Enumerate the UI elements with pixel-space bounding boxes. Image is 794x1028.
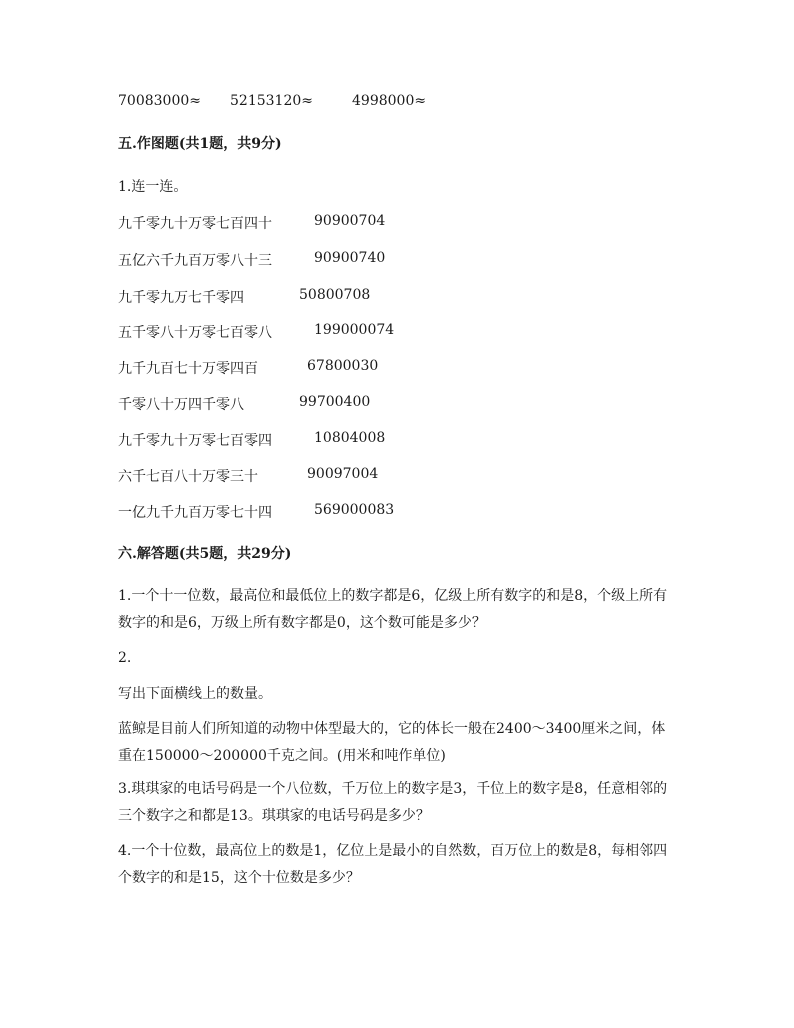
match-left-4: 五千零八十万零七百零八 [118, 325, 272, 341]
match-left-6: 千零八十万四千零八 [118, 397, 244, 413]
match-left-2: 五亿六千九百万零八十三 [118, 253, 272, 269]
question-3-text: 3.琪琪家的电话号码是一个八位数，千万位上的数字是3，千位上的数字是8，任意相邻的三个数字之和都是13。琪琪家的电话号码是多少？ [118, 781, 668, 824]
match-right-4: 199000074 [314, 322, 395, 338]
question-1-text: 1.一个十一位数，最高位和最低位上的数字都是6，亿级上所有数字的和是8，个级上所有数字的和是6，万级上所有数字都是0，这个数可能是多少？ [118, 588, 668, 631]
match-right-5: 67800030 [307, 358, 379, 374]
match-right-7: 10804008 [314, 430, 386, 446]
section-5-question-1: 1.连一连。 [118, 179, 188, 195]
match-right-2: 90900740 [314, 250, 386, 266]
approx-item-3: 4998000≈ [352, 93, 427, 109]
match-right-1: 90900704 [314, 213, 386, 229]
question-2-text: 蓝鲸是目前人们所知道的动物中体型最大的，它的体长一般在2400～3400厘米之间，体重在150000～200000千克之间。(用米和吨作单位) [118, 721, 666, 764]
match-left-8: 六千七百八十万零三十 [118, 469, 258, 485]
match-right-9: 569000083 [314, 502, 395, 518]
approx-item-2: 52153120≈ [230, 93, 313, 109]
approx-item-1: 70083000≈ [118, 93, 201, 109]
match-right-3: 50800708 [299, 287, 371, 303]
section-5-heading: 五.作图题(共1题，共9分) [118, 136, 282, 152]
question-4-text: 4.一个十位数，最高位上的数是1，亿位上是最小的自然数，百万位上的数是8，每相邻四个数字的和是15，这个十位数是多少？ [118, 843, 668, 886]
match-left-3: 九千零九万七千零四 [118, 290, 244, 306]
match-left-9: 一亿九千九百万零七十四 [118, 505, 272, 521]
section-6-heading: 六.解答题(共5题，共29分) [118, 546, 292, 562]
match-right-6: 99700400 [299, 394, 371, 410]
match-left-5: 九千九百七十万零四百 [118, 361, 258, 377]
match-right-8: 90097004 [307, 466, 379, 482]
question-2-intro: 写出下面横线上的数量。 [118, 686, 272, 702]
match-left-1: 九千零九十万零七百四十 [118, 216, 272, 232]
question-2-number: 2. [118, 650, 132, 666]
match-left-7: 九千零九十万零七百零四 [118, 433, 272, 449]
